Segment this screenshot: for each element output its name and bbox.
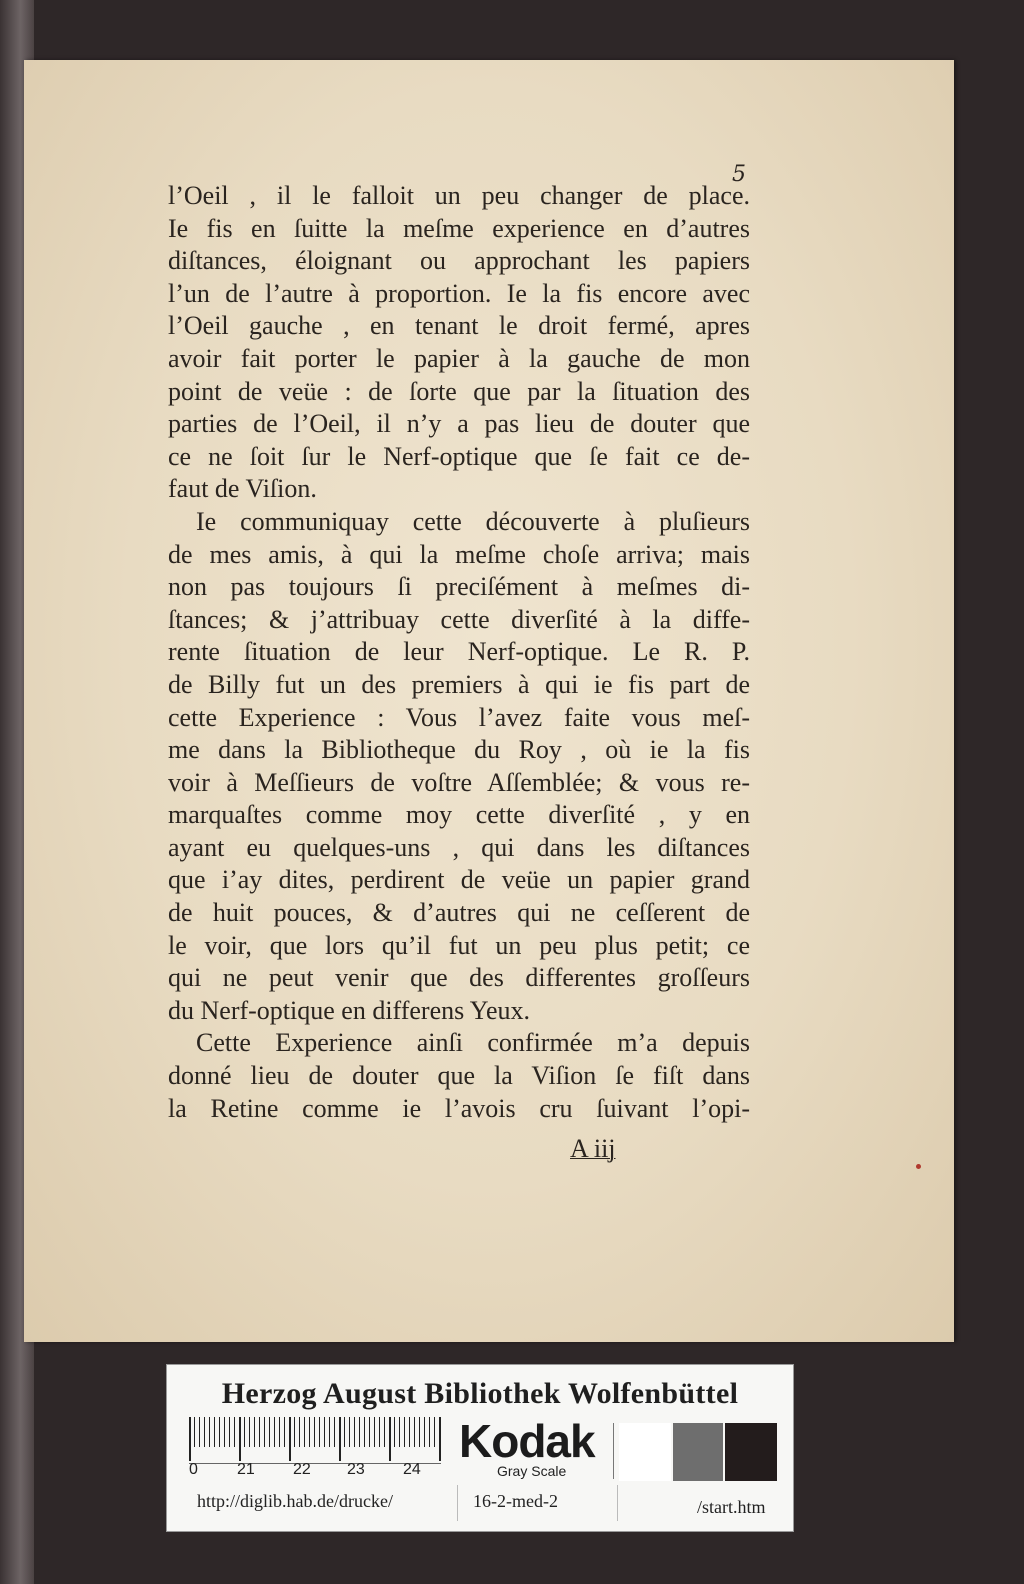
- text-line: de huit pouces, & d’autres qui ne ceſſerent de: [168, 898, 750, 928]
- url-text: http://diglib.hab.de/drucke/: [197, 1491, 393, 1511]
- text-line: cette Experience : Vous l’avez faite vous meſ-: [168, 702, 750, 732]
- text-line: l’Oeil gauche , en tenant le droit fermé, apres: [168, 311, 750, 341]
- gray-patch-mid: [673, 1423, 723, 1481]
- text-line: la Retine comme ie l’avois cru ſuivant l’opi-: [168, 1093, 750, 1123]
- text-line: du Nerf-optique en differens Yeux.: [168, 995, 530, 1025]
- text-line: parties de l’Oeil, il n’y a pas lieu de douter que: [168, 409, 750, 439]
- text-line: de mes amis, à qui la meſme choſe arriva; mais: [168, 539, 750, 569]
- text-line: diſtances, éloignant ou approchant les papiers: [168, 246, 750, 276]
- text-line: avoir fait porter le papier à la gauche de mon: [168, 343, 750, 373]
- signature-mark: A iij: [570, 1134, 616, 1163]
- ruler-major-ticks: [189, 1417, 441, 1461]
- divider-line: [613, 1423, 614, 1479]
- text-line: ce ne ſoit ſur le Nerf-optique que ſe fait ce de-: [168, 441, 750, 471]
- paragraph-start-line: Ie communiquay cette découverte à pluſieurs: [196, 506, 750, 536]
- url-suffix-text: /start.htm: [697, 1497, 766, 1517]
- ruler-label: 23: [347, 1461, 365, 1478]
- gray-patch-black: [725, 1423, 777, 1481]
- kodak-logo: Kodak: [459, 1415, 595, 1467]
- text-line: me dans la Bibliotheque du Roy , où ie la fis: [168, 735, 750, 765]
- text-line: non pas toujours ſi preciſément à meſmes di-: [168, 572, 750, 602]
- text-line: point de veüe : de ſorte que par la ſituation des: [168, 376, 750, 406]
- text-line: l’Oeil , il le falloit un peu changer de place.: [168, 181, 750, 210]
- page-number: 5: [732, 162, 746, 187]
- text-line: de Billy fut un des premiers à qui ie fis part de: [168, 669, 750, 699]
- divider: [457, 1485, 458, 1521]
- ruler: [189, 1417, 441, 1477]
- paragraph-start-line: Cette Experience ainſi confirmée m’a depuis: [196, 1028, 750, 1058]
- library-title: Herzog August Bibliothek Wolfenbüttel: [221, 1377, 739, 1410]
- body-text: [168, 180, 750, 1125]
- ruler-label: 24: [403, 1461, 421, 1478]
- color-target-card: [166, 1364, 794, 1532]
- text-line: faut de Viſion.: [168, 474, 317, 504]
- ruler-label: 22: [293, 1461, 311, 1478]
- text-line: ſtances; & j’attribuay cette diverſité à la diffe-: [168, 604, 750, 634]
- text-line: Ie fis en ſuitte la meſme experience en d’autres: [168, 213, 750, 243]
- ruler-label: 0: [189, 1461, 198, 1478]
- gray-patch-white: [619, 1423, 671, 1481]
- text-line: ayant eu quelques-uns , qui dans les diſtances: [168, 832, 750, 862]
- gray-patches: [619, 1423, 779, 1481]
- text-line: voir à Meſſieurs de voſtre Aſſemblée; & vous re-: [168, 767, 750, 797]
- divider: [617, 1485, 618, 1521]
- text-line: qui ne peut venir que des differentes groſſeurs: [168, 963, 750, 993]
- shelfmark-text: 16-2-med-2: [473, 1491, 558, 1511]
- page-speck: [916, 1164, 921, 1169]
- ruler-label: 21: [237, 1461, 255, 1478]
- text-line: donné lieu de douter que la Viſion ſe fiſt dans: [168, 1061, 750, 1091]
- text-line: rente ſituation de leur Nerf-optique. Le R. P.: [168, 637, 750, 667]
- gray-scale-label: Gray Scale: [497, 1463, 567, 1479]
- text-line: le voir, que lors qu’il fut un peu plus petit; ce: [168, 930, 750, 960]
- text-line: marquaſtes comme moy cette diverſité , y en: [168, 800, 750, 830]
- text-line: l’un de l’autre à proportion. Ie la fis encore avec: [168, 278, 750, 308]
- text-line: que i’ay dites, perdirent de veüe un papier grand: [168, 865, 750, 895]
